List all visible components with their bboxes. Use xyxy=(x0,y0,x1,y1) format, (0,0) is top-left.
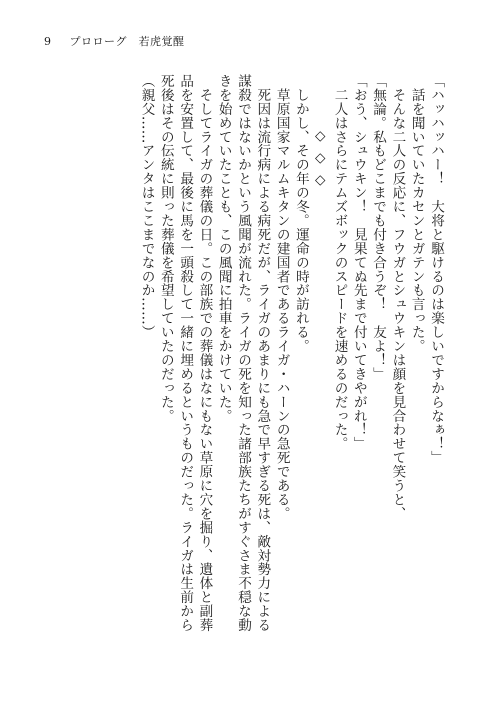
page-number: 9 xyxy=(44,35,52,48)
running-header xyxy=(44,33,185,49)
text-line: しかし、その年の冬。運命の時が訪れる。 xyxy=(292,74,309,353)
vertical-body-text xyxy=(33,74,445,666)
text-line: きを始めていたことも、この風聞に拍車をかけていた。 xyxy=(215,74,232,423)
text-line: そしてライガの葬儀の日。この部族での葬儀はなにもない草原に穴を掘り、遺体と副葬 xyxy=(196,74,213,632)
text-line: そんな二人の反応に、フウガとシュウキンは顔を見合わせて笑うと、 xyxy=(389,74,406,521)
section-divider: ◇◇◇ xyxy=(312,128,329,195)
text-line: 死因は流行病による病死だが、ライガのあまりにも急で早すぎる死は、敵対勢力による xyxy=(254,74,271,632)
text-line: 「ハッハッハー！ 大将と駆けるのは楽しいですからなぁ！」 xyxy=(428,74,444,465)
text-line: （親父……アンタはここまでなのか……） xyxy=(138,74,155,340)
text-line: 謀殺ではないかという風聞が流れた。ライガの死を知った諸部族たちがすぐさま不穏な動 xyxy=(235,74,252,632)
text-line: 品を安置して、最後に馬を一頭殺して一緒に埋めるというものだった。ライガは生前から xyxy=(177,74,194,632)
text-line: 草原国家マルムキタンの建国者であるライガ・ハーンの急死である。 xyxy=(273,74,290,521)
text-line: 「無論。私もどこまでも付き合うぞ！ 友よ！」 xyxy=(370,74,387,381)
text-line: 「おう、シュウキン！ 見果てぬ先まで付いてきやがれ！」 xyxy=(350,74,367,451)
text-line: 二人はさらにテムズボックのスピードを速めるのだった。 xyxy=(331,74,348,451)
chapter-title: プロローグ 若虎覚醒 xyxy=(69,35,185,48)
text-line: 話を聞いていたカセンとガテンも言った。 xyxy=(408,74,425,353)
text-line: 死後はその伝統に則った葬儀を希望していたのだった。 xyxy=(157,74,174,423)
